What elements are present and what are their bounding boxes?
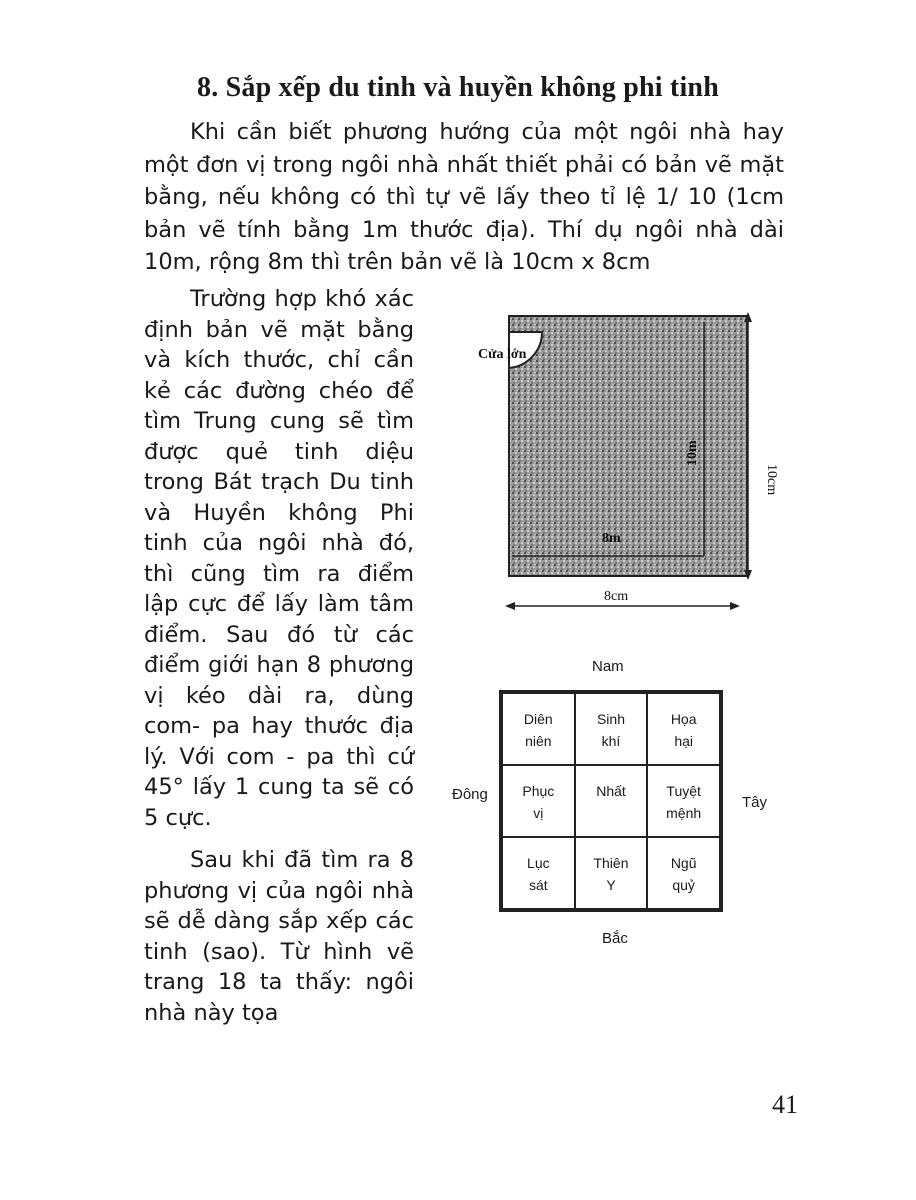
text-line: cung ta sẽ có 5 cực. [144, 774, 414, 831]
floor-area [509, 316, 747, 576]
arrow-left-icon [505, 602, 515, 610]
text-line: chéo để tìm Trung [144, 377, 414, 434]
text-line: Sau khi đã tìm ra [190, 847, 391, 873]
bagua-grid [499, 690, 723, 912]
text-line: cực để lấy làm tâm [188, 591, 415, 617]
text-line: nhà sẽ dễ dàng sắp [144, 877, 414, 934]
text-line: - pa thì cứ 45° lấy 1 [144, 743, 414, 800]
text-line: 10 (1cm bản vẽ tính bằng 1m thước địa). Thí dụ ngôi [144, 184, 785, 243]
arrow-right-icon [730, 602, 740, 610]
text-line: cũng tìm ra điểm lập [144, 560, 415, 617]
text-line: nhà dài 10m, rộng 8m thì trên bản vẽ là 10cm x 8cm [144, 216, 784, 275]
section-heading: 8. Sắp xếp du tinh và huyền không phi tinh [197, 72, 719, 103]
text-line: điểm. Sau đó từ các [144, 621, 414, 648]
direction-label-left: Đông [452, 786, 488, 803]
grid-cell: Sinh khí [575, 693, 648, 765]
text-line: xếp các tinh (sao). Từ [144, 908, 414, 965]
intro-paragraph [144, 116, 784, 279]
side-paragraph-1 [144, 284, 414, 833]
grid-cell: Ngũ quỷ [647, 837, 720, 909]
text-line: thước địa lý. Với com [144, 713, 415, 770]
text-line: điểm giới hạn 8 [144, 652, 322, 678]
inner-height-label: 10m [685, 440, 700, 466]
grid-cell: Phục vị [502, 765, 575, 837]
text-line: vẽ mặt bằng, nếu không có thì tự vẽ lấy theo tỉ lệ 1/ [144, 151, 785, 210]
grid-cell: Thiên Y [575, 837, 648, 909]
text-line: Trường hợp khó [190, 286, 367, 312]
text-line: Huyền không Phi tinh [144, 499, 414, 556]
text-line: cung sẽ tìm được quẻ [144, 408, 415, 465]
text-line: 8 phương vị của ngôi [144, 847, 414, 904]
text-line: hình vẽ trang 18 ta [144, 938, 415, 995]
text-line: hay một đơn vị trong ngôi nhà nhất thiết phải có bản [144, 119, 784, 178]
outer-height-label: 10cm [764, 464, 779, 496]
grid-cell: Diên niên [502, 693, 575, 765]
text-line: chỉ cần kẻ các đường [144, 347, 414, 404]
side-column-text [144, 284, 414, 1028]
page-number: 41 [772, 1090, 798, 1119]
text-line: xác định bản vẽ mặt [144, 286, 414, 343]
text-line: tinh diệu trong Bát [144, 438, 415, 495]
side-paragraph-2 [144, 845, 414, 1028]
direction-label-bottom: Bắc [602, 930, 628, 947]
grid-cell: Nhất [575, 765, 648, 837]
text-line: Khi cần biết phương hướng của một ngôi nhà [190, 119, 732, 145]
direction-label-right: Tây [742, 794, 768, 811]
grid-cell: Lục sát [502, 837, 575, 909]
grid-cell: Họa hại [647, 693, 720, 765]
text-line: bằng và kích thước, [144, 316, 414, 373]
text-line: phương vị kéo dài ra, [144, 652, 414, 709]
text-line: trạch Du tinh và [144, 469, 414, 526]
door-label: Cửa lớn [478, 347, 527, 362]
text-line: của ngôi nhà đó, thì [144, 530, 414, 587]
inner-width-label: 8m [602, 531, 621, 546]
direction-label-top: Nam [592, 658, 624, 675]
outer-width-label: 8cm [604, 589, 629, 604]
text-line: thấy: ngôi nhà này tọa [144, 969, 415, 1026]
text-line: dùng com- pa hay [144, 682, 414, 739]
floor-plan-figure [464, 306, 784, 626]
grid-cell: Tuyệt mệnh [647, 765, 720, 837]
